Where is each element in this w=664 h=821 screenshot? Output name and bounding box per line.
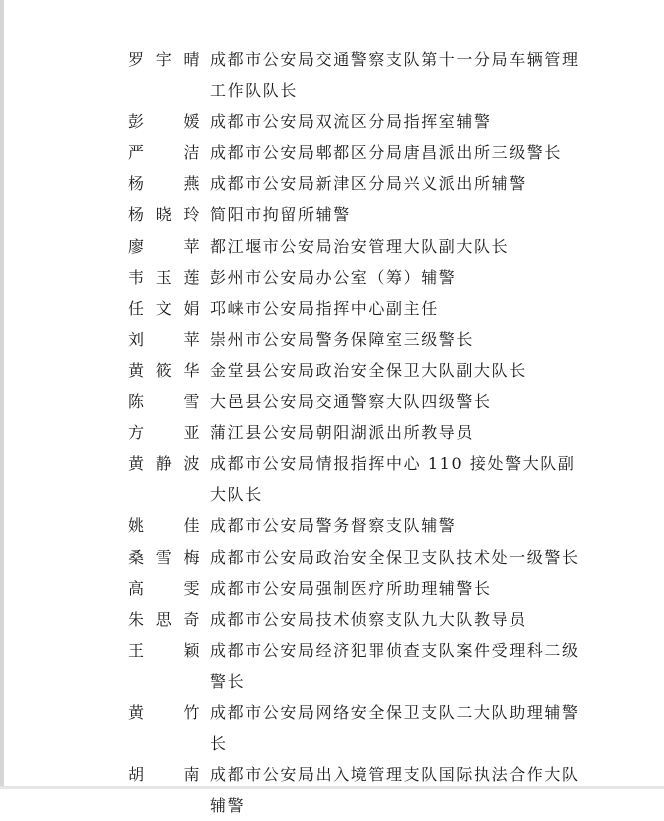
list-item	[0, 510, 664, 541]
list-item	[0, 168, 664, 199]
list-item	[0, 324, 664, 355]
list-item	[0, 573, 664, 604]
list-item	[0, 759, 664, 821]
person-name: 严 洁	[128, 143, 200, 163]
list-item	[0, 386, 664, 417]
person-title: 成都市公安局新津区分局兴义派出所辅警	[210, 174, 527, 194]
person-title: 成都市公安局经济犯罪侦查支队案件受理科二级警长	[210, 640, 580, 691]
list-item	[0, 44, 664, 106]
person-name: 罗宇晴	[128, 50, 200, 69]
list-item	[0, 604, 664, 635]
list-item	[0, 355, 664, 386]
person-title: 崇州市公安局警务保障室三级警长	[210, 329, 475, 349]
list-item	[0, 231, 664, 262]
person-name: 朱思奇	[128, 609, 200, 629]
list-item	[0, 635, 664, 697]
person-title: 彭州市公安局办公室（筹）辅警	[210, 267, 457, 287]
list-item	[0, 199, 664, 230]
person-name: 高 雯	[128, 578, 200, 598]
person-title: 金堂县公安局政治安全保卫大队副大队长	[210, 360, 527, 380]
person-title: 成都市公安局警务督察支队辅警	[210, 516, 457, 536]
person-name: 黄静波	[128, 454, 200, 474]
person-name: 桑雪梅	[128, 547, 200, 567]
person-name: 方 亚	[128, 423, 200, 443]
person-name: 杨 燕	[128, 174, 200, 194]
list-item	[0, 106, 664, 137]
person-title: 成都市公安局交通警察支队第十一分局车辆管理工作队队长	[210, 50, 580, 101]
list-item	[0, 542, 664, 573]
person-name: 王 颖	[128, 640, 200, 660]
person-title: 简阳市拘留所辅警	[210, 205, 351, 225]
person-name: 黄 竹	[128, 702, 200, 722]
list-item	[0, 137, 664, 168]
person-title: 成都市公安局郫都区分局唐昌派出所三级警长	[210, 143, 563, 163]
person-title: 都江堰市公安局治安管理大队副大队长	[210, 236, 510, 256]
person-name: 胡 南	[128, 765, 200, 785]
list-item	[0, 262, 664, 293]
person-title: 成都市公安局网络安全保卫支队二大队助理辅警长	[210, 702, 580, 754]
person-name: 姚 佳	[128, 516, 200, 536]
person-title: 成都市公安局双流区分局指挥室辅警	[210, 112, 492, 132]
person-name: 刘 苹	[128, 329, 200, 349]
person-title: 邛崃市公安局指挥中心副主任	[210, 298, 439, 318]
person-name: 杨晓玲	[128, 205, 200, 225]
person-name: 黄筱华	[128, 360, 200, 380]
person-title: 成都市公安局情报指挥中心 110 接处警大队副大队长	[210, 454, 576, 505]
person-name: 任文娟	[128, 298, 200, 318]
person-title: 成都市公安局技术侦察支队九大队教导员	[210, 609, 527, 629]
person-title: 成都市公安局出入境管理支队国际执法合作大队辅警	[210, 765, 580, 816]
person-name: 韦玉莲	[128, 267, 200, 287]
person-title: 大邑县公安局交通警察大队四级警长	[210, 392, 492, 412]
honoree-list	[0, 44, 664, 821]
person-name: 廖 苹	[128, 236, 200, 256]
person-title: 蒲江县公安局朝阳湖派出所教导员	[210, 423, 475, 443]
list-item	[0, 697, 664, 759]
list-item	[0, 448, 664, 510]
person-name: 彭 媛	[128, 112, 200, 132]
person-title: 成都市公安局政治安全保卫支队技术处一级警长	[210, 547, 580, 567]
person-title: 成都市公安局强制医疗所助理辅警长	[210, 578, 492, 598]
list-item	[0, 417, 664, 448]
list-item	[0, 293, 664, 324]
person-name: 陈 雪	[128, 392, 200, 412]
